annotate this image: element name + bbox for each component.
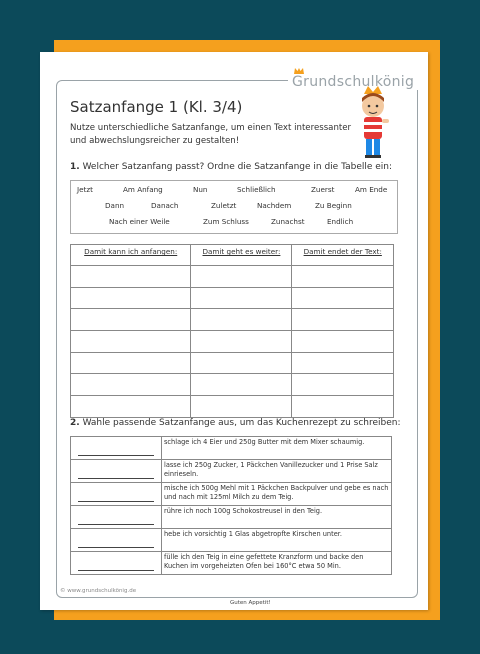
word-item: Dann <box>105 201 125 210</box>
recipe-row <box>71 506 392 529</box>
brand-logo: Grundschulkönig <box>288 74 418 90</box>
answer-blank[interactable] <box>71 529 162 552</box>
answer-cell[interactable] <box>71 374 191 396</box>
answer-cell[interactable] <box>71 331 191 353</box>
answer-blank[interactable] <box>71 437 162 460</box>
task-1-text: Welcher Satzanfang passt? Ordne die Satzanfange in die Tabelle ein: <box>82 162 393 172</box>
word-item: Zum Schluss <box>203 217 249 226</box>
word-item: Jetzt <box>77 185 93 194</box>
answer-cell[interactable] <box>292 266 394 288</box>
recipe-step-text: schlage ich 4 Eier und 250g Butter mit dem Mixer schaumig. <box>162 437 392 460</box>
word-item: Zu Beginn <box>315 201 352 210</box>
task-2-text: Wahle passende Satzanfange aus, um das Kuchenrezept zu schreiben: <box>82 418 401 428</box>
worksheet-title: Satzanfange 1 (Kl. 3/4) <box>70 98 243 116</box>
answer-cell[interactable] <box>71 309 191 331</box>
word-item: Danach <box>151 201 179 210</box>
word-item: Zuletzt <box>211 201 237 210</box>
word-item: Zunachst <box>271 217 305 226</box>
answer-cell[interactable] <box>191 309 292 331</box>
table-row <box>71 309 394 331</box>
recipe-table <box>70 436 392 575</box>
answer-cell[interactable] <box>71 352 191 374</box>
answer-cell[interactable] <box>292 331 394 353</box>
recipe-step-text: rühre ich noch 100g Schokostreusel in den Teig. <box>162 506 392 529</box>
table-row <box>71 287 394 309</box>
table-row <box>71 374 394 396</box>
recipe-step-text: hebe ich vorsichtig 1 Glas abgetropfte Kirschen unter. <box>162 529 392 552</box>
table-row <box>71 266 394 288</box>
word-item: Am Ende <box>355 185 388 194</box>
word-item: Zuerst <box>311 185 335 194</box>
recipe-step-text: fülle ich den Teig in eine gefettete Kranzform und backe den Kuchen im vorgeheizten Ofen bei 160°C etwa 50 Min. <box>162 552 392 575</box>
answer-cell[interactable] <box>71 396 191 418</box>
answer-cell[interactable] <box>71 266 191 288</box>
task-2-number: 2. <box>70 418 80 428</box>
word-item: Schließlich <box>237 185 276 194</box>
table-row <box>71 396 394 418</box>
task-1-instruction <box>70 162 392 172</box>
recipe-row <box>71 552 392 575</box>
recipe-row <box>71 529 392 552</box>
recipe-row <box>71 483 392 506</box>
recipe-row <box>71 460 392 483</box>
word-item: Am Anfang <box>123 185 163 194</box>
answer-cell[interactable] <box>191 396 292 418</box>
sort-table <box>70 244 394 418</box>
word-item: Nachdem <box>257 201 292 210</box>
answer-cell[interactable] <box>191 331 292 353</box>
task-1-number: 1. <box>70 162 80 172</box>
answer-cell[interactable] <box>292 396 394 418</box>
answer-cell[interactable] <box>292 309 394 331</box>
answer-blank[interactable] <box>71 483 162 506</box>
table-row <box>71 331 394 353</box>
table-row <box>71 352 394 374</box>
answer-cell[interactable] <box>292 374 394 396</box>
word-bank <box>70 180 398 234</box>
column-header-end: Damit endet der Text: <box>292 245 394 266</box>
closing-text: Guten Appetit! <box>230 600 271 606</box>
answer-cell[interactable] <box>71 287 191 309</box>
recipe-row <box>71 437 392 460</box>
column-header-middle: Damit geht es weiter: <box>191 245 292 266</box>
column-header-start: Damit kann ich anfangen: <box>71 245 191 266</box>
answer-cell[interactable] <box>292 287 394 309</box>
word-item: Nun <box>193 185 208 194</box>
answer-blank[interactable] <box>71 506 162 529</box>
answer-cell[interactable] <box>191 352 292 374</box>
answer-cell[interactable] <box>191 287 292 309</box>
answer-blank[interactable] <box>71 460 162 483</box>
recipe-step-text: lasse ich 250g Zucker, 1 Päckchen Vanillezucker und 1 Prise Salz einrieseln. <box>162 460 392 483</box>
task-2-instruction <box>70 418 401 428</box>
intro-text: Nutze unterschiedliche Satzanfange, um einen Text interessanter und abwechslungsreicher zu gestalten! <box>70 123 352 146</box>
recipe-step-text: mische ich 500g Mehl mit 1 Päckchen Backpulver und gebe es nach und nach mit 125ml Milch zu dem Teig. <box>162 483 392 506</box>
footer-copyright: © www.grundschulkönig.de <box>60 588 137 594</box>
answer-cell[interactable] <box>191 266 292 288</box>
answer-blank[interactable] <box>71 552 162 575</box>
answer-cell[interactable] <box>292 352 394 374</box>
answer-cell[interactable] <box>191 374 292 396</box>
word-item: Nach einer Weile <box>109 217 170 226</box>
worksheet-page <box>40 52 428 610</box>
word-item: Endlich <box>327 217 354 226</box>
